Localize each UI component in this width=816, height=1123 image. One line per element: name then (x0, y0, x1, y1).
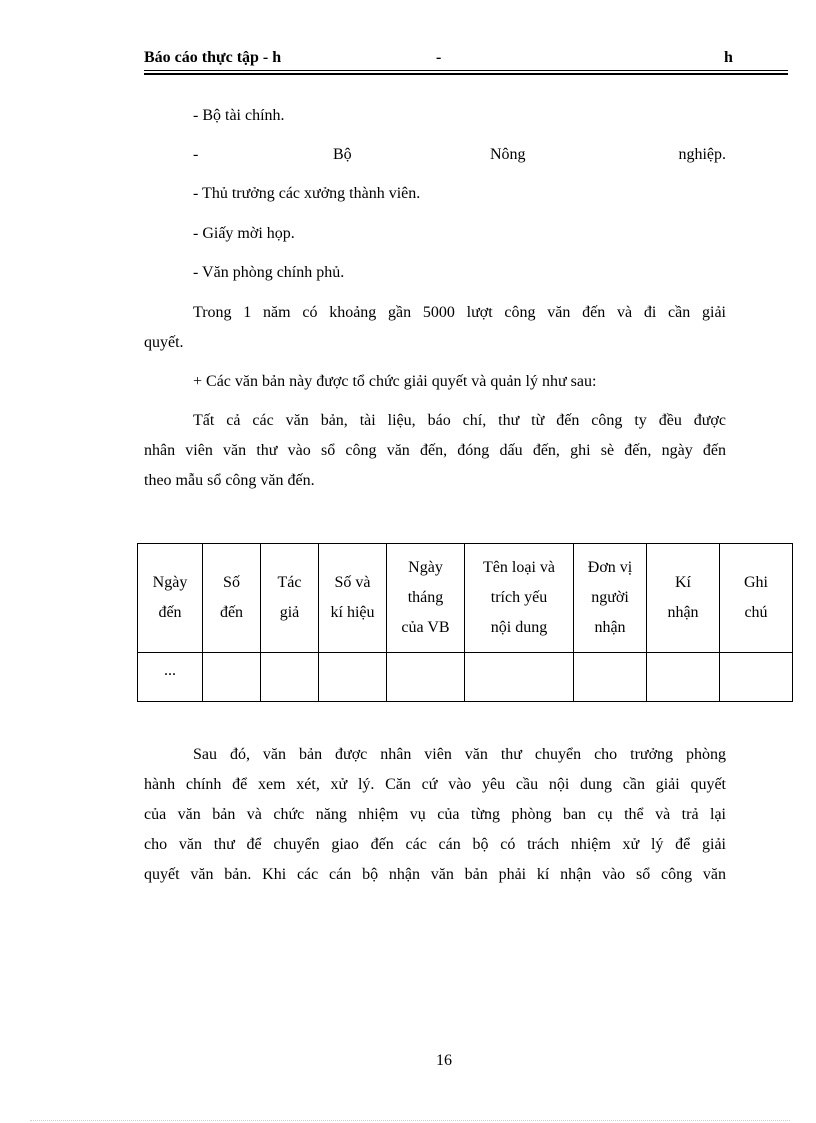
table-cell (574, 653, 647, 702)
paragraph-line: của văn bản và chức năng nhiệm vụ của từng phòng ban cụ thể và trả lại (144, 806, 726, 823)
table-header-cell: Đơn vị người nhận (574, 544, 647, 653)
table-header-cell: Ngày tháng của VB (387, 544, 465, 653)
list-item: - Văn phòng chính phủ. (193, 264, 345, 281)
paragraph-line: Sau đó, văn bản được nhân viên văn thư chuyển cho trưởng phòng (193, 746, 726, 763)
paragraph-line: Tất cả các văn bản, tài liệu, báo chí, thư từ đến công ty đều được (193, 412, 726, 429)
header-title: Báo cáo thực tập - h (144, 49, 282, 66)
table-header-cell: Tác giả (261, 544, 319, 653)
table-cell (465, 653, 574, 702)
page-header (144, 49, 788, 69)
list-item: - Bộ tài chính. (193, 107, 285, 124)
list-item: - Giấy mời họp. (193, 225, 295, 242)
page-number: 16 (436, 1052, 452, 1069)
paragraph-line: hành chính để xem xét, xử lý. Căn cứ vào yêu cầu nội dung cần giải quyết (144, 776, 726, 793)
header-separator: - (436, 49, 442, 66)
table-header-row (138, 544, 793, 653)
table-cell: ... (138, 653, 203, 702)
table-cell (647, 653, 720, 702)
header-right-text: h (724, 49, 733, 66)
table-header-cell: Số và kí hiệu (319, 544, 387, 653)
table-header-cell: Số đến (203, 544, 261, 653)
page-bottom-border (30, 1120, 790, 1121)
list-word: Nông (490, 146, 526, 163)
header-rule-thin (144, 70, 788, 71)
table-header-cell: Ngày đến (138, 544, 203, 653)
paragraph-line: theo mẫu sổ công văn đến. (144, 472, 315, 489)
table-cell (203, 653, 261, 702)
list-word: Bộ (333, 146, 352, 163)
paragraph-line: quyết văn bản. Khi các cán bộ nhận văn bản phải kí nhận vào sổ công văn (144, 866, 726, 883)
paragraph-line: cho văn thư để chuyển giao đến các cán bộ có trách nhiệm xử lý để giải (144, 836, 726, 853)
document-register-table (137, 543, 793, 702)
table-cell (319, 653, 387, 702)
paragraph-line: Trong 1 năm có khoảng gần 5000 lượt công văn đến và đi cần giải (193, 304, 726, 321)
list-word: nghiệp. (678, 146, 726, 163)
paragraph-line: quyết. (144, 334, 184, 351)
table-cell (261, 653, 319, 702)
list-dash: - (193, 146, 199, 163)
table-cell (720, 653, 793, 702)
paragraph-line: + Các văn bản này được tổ chức giải quyết và quản lý như sau: (193, 373, 597, 390)
table-header-cell: Tên loại và trích yếu nội dung (465, 544, 574, 653)
table-header-cell: Ghi chú (720, 544, 793, 653)
header-rule-thick (144, 73, 788, 75)
table-row (138, 653, 793, 702)
paragraph-line: nhân viên văn thư vào sổ công văn đến, đóng dấu đến, ghi sè đến, ngày đến (144, 442, 726, 459)
table-header-cell: Kí nhận (647, 544, 720, 653)
list-item: - Thủ trưởng các xưởng thành viên. (193, 185, 421, 202)
table-cell (387, 653, 465, 702)
